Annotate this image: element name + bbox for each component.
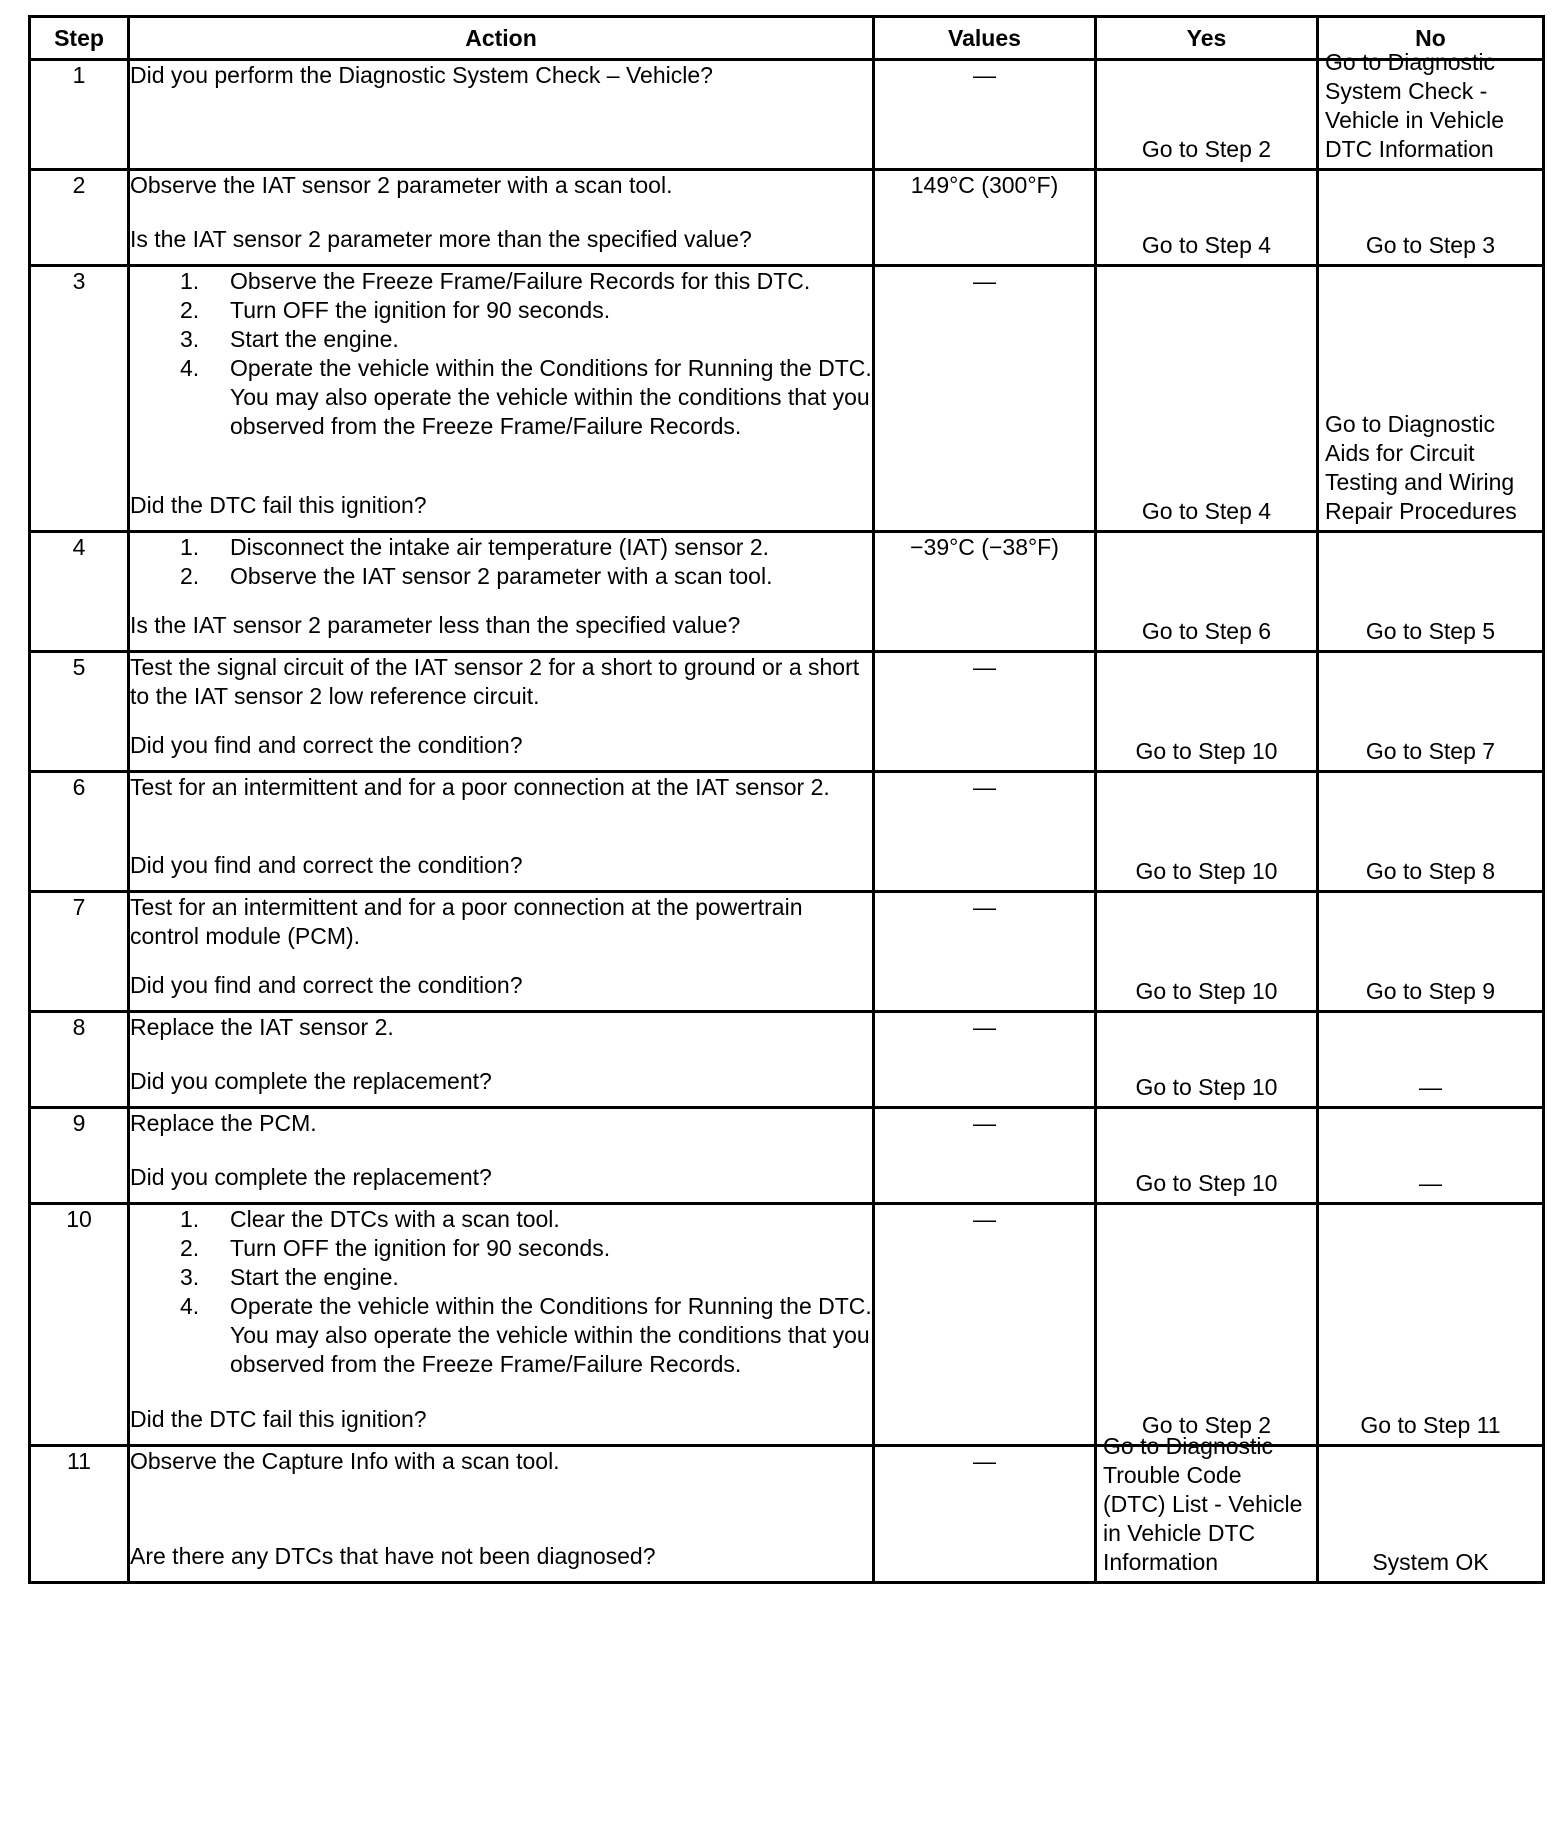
action-body [130, 1447, 872, 1476]
value-cell: — [874, 652, 1096, 772]
yes-action-text: Go to Step 10 [1135, 1074, 1278, 1100]
action-question: Is the IAT sensor 2 parameter less than the specified value? [130, 612, 741, 638]
action-body [130, 533, 872, 591]
action-question: Did you complete the replacement? [130, 1068, 492, 1094]
action-question: Did the DTC fail this ignition? [130, 1406, 427, 1432]
action-instruction: Did you perform the Diagnostic System Check – Vehicle? [130, 62, 713, 88]
yes-action-text: Go to Step 10 [1135, 858, 1278, 884]
procedure-item: Observe the IAT sensor 2 parameter with a scan tool. [230, 563, 773, 589]
step-number: 6 [30, 772, 129, 892]
action-cell [129, 60, 874, 170]
action-body [130, 61, 872, 90]
table-header [30, 17, 1544, 60]
action-cell [129, 892, 874, 1012]
action-content [130, 893, 872, 1000]
action-cell [129, 1012, 874, 1108]
value-cell: — [874, 892, 1096, 1012]
no-action-text: Go to Step 11 [1360, 1412, 1501, 1438]
no-cell [1318, 772, 1544, 892]
procedure-item: Operate the vehicle within the Conditions for Running the DTC. You may also operate the vehicle within the conditions that you observed from the Freeze Frame/Failure Records. [230, 355, 872, 439]
action-body [130, 267, 872, 441]
action-body [130, 653, 872, 711]
step-number: 1 [30, 60, 129, 170]
no-cell [1318, 170, 1544, 266]
yes-action-text: Go to Step 2 [1141, 136, 1272, 162]
action-instruction: Replace the IAT sensor 2. [130, 1014, 394, 1040]
action-cell [129, 652, 874, 772]
yes-action-text: Go to Step 4 [1141, 232, 1272, 258]
procedure-item: Operate the vehicle within the Conditions for Running the DTC. You may also operate the vehicle within the conditions that you observed from the Freeze Frame/Failure Records. [230, 1293, 872, 1377]
action-cell [129, 1204, 874, 1446]
procedure-item: Start the engine. [230, 1264, 399, 1290]
yes-cell [1096, 772, 1318, 892]
no-cell [1318, 1204, 1544, 1446]
action-instruction: Test for an intermittent and for a poor connection at the IAT sensor 2. [130, 774, 830, 800]
header-row [30, 17, 1544, 60]
step-number: 10 [30, 1204, 129, 1446]
header-step: Step [30, 17, 129, 60]
value-cell: — [874, 1204, 1096, 1446]
no-action-text: Go to Diagnostic System Check - Vehicle in Vehicle DTC Information [1325, 49, 1505, 162]
yes-cell [1096, 1012, 1318, 1108]
step-number: 4 [30, 532, 129, 652]
table-row [30, 1204, 1544, 1446]
no-cell [1318, 1446, 1544, 1583]
no-action-text: Go to Step 3 [1365, 232, 1496, 258]
action-question: Did you find and correct the condition? [130, 852, 523, 878]
no-cell [1318, 1108, 1544, 1204]
action-question: Did you find and correct the condition? [130, 732, 523, 758]
action-content [130, 1447, 872, 1571]
value-cell: — [874, 60, 1096, 170]
procedure-list [130, 267, 872, 441]
action-body [130, 1205, 872, 1379]
action-instruction: Observe the Capture Info with a scan tool. [130, 1448, 560, 1474]
yes-action-text: Go to Diagnostic Trouble Code (DTC) List - Vehicle in Vehicle DTC Information [1103, 1433, 1303, 1575]
table-row [30, 892, 1544, 1012]
yes-action-text: Go to Step 10 [1135, 978, 1278, 1004]
table-row [30, 652, 1544, 772]
no-action-text: — [1419, 1074, 1442, 1100]
yes-cell [1096, 170, 1318, 266]
yes-cell [1096, 892, 1318, 1012]
diagnostic-table [28, 15, 1545, 1584]
procedure-item: Clear the DTCs with a scan tool. [230, 1206, 560, 1232]
action-cell [129, 1108, 874, 1204]
value-cell: −39°C (−38°F) [874, 532, 1096, 652]
procedure-item: Turn OFF the ignition for 90 seconds. [230, 1235, 611, 1261]
value-cell: 149°C (300°F) [874, 170, 1096, 266]
action-instruction: Test the signal circuit of the IAT sensor 2 for a short to ground or a short to the IAT sensor 2 low reference circuit. [130, 654, 866, 709]
action-question: Did you complete the replacement? [130, 1164, 492, 1190]
table-row [30, 532, 1544, 652]
action-question: Are there any DTCs that have not been diagnosed? [130, 1543, 656, 1569]
value-cell: — [874, 266, 1096, 532]
table-row [30, 1012, 1544, 1108]
procedure-item: Disconnect the intake air temperature (IAT) sensor 2. [230, 534, 770, 560]
action-body [130, 1013, 872, 1042]
yes-cell [1096, 1108, 1318, 1204]
action-body [130, 773, 872, 802]
header-values: Values [874, 17, 1096, 60]
action-content [130, 653, 872, 760]
step-number: 5 [30, 652, 129, 772]
no-action-text: System OK [1372, 1549, 1489, 1575]
action-content [130, 1205, 872, 1434]
action-cell [129, 532, 874, 652]
yes-action-text: Go to Step 2 [1141, 1412, 1272, 1438]
yes-cell [1096, 532, 1318, 652]
yes-action-text: Go to Step 10 [1135, 738, 1278, 764]
action-content [130, 267, 872, 520]
no-cell [1318, 1012, 1544, 1108]
action-cell [129, 266, 874, 532]
table-row [30, 60, 1544, 170]
header-no: No [1318, 17, 1544, 60]
yes-action-text: Go to Step 10 [1135, 1170, 1278, 1196]
step-number: 11 [30, 1446, 129, 1583]
action-body [130, 893, 872, 951]
table-row [30, 1108, 1544, 1204]
yes-action-text: Go to Step 4 [1141, 498, 1272, 524]
yes-cell [1096, 60, 1318, 170]
action-cell [129, 170, 874, 266]
action-question: Did the DTC fail this ignition? [130, 492, 427, 518]
yes-cell [1096, 1433, 1318, 1583]
procedure-item: Start the engine. [230, 326, 399, 352]
no-action-text: — [1419, 1170, 1442, 1196]
header-action: Action [129, 17, 874, 60]
action-question: Is the IAT sensor 2 parameter more than the specified value? [130, 226, 752, 252]
step-number: 2 [30, 170, 129, 266]
value-cell: — [874, 772, 1096, 892]
procedure-list [130, 533, 872, 591]
action-question: Did you find and correct the condition? [130, 972, 523, 998]
no-action-text: Go to Diagnostic Aids for Circuit Testing and Wiring Repair Procedures [1325, 411, 1517, 524]
value-cell: — [874, 1108, 1096, 1204]
step-number: 8 [30, 1012, 129, 1108]
no-cell [1318, 892, 1544, 1012]
action-content [130, 171, 872, 254]
no-cell [1318, 266, 1544, 532]
action-instruction: Test for an intermittent and for a poor connection at the powertrain control module (PCM). [130, 894, 809, 949]
table-row [30, 266, 1544, 532]
action-instruction: Replace the PCM. [130, 1110, 317, 1136]
action-content [130, 61, 872, 158]
no-cell [1318, 49, 1544, 170]
no-action-text: Go to Step 7 [1365, 738, 1496, 764]
action-cell [129, 1446, 874, 1583]
table-row [30, 772, 1544, 892]
no-action-text: Go to Step 8 [1365, 858, 1496, 884]
procedure-item: Turn OFF the ignition for 90 seconds. [230, 297, 611, 323]
action-cell [129, 772, 874, 892]
no-cell [1318, 652, 1544, 772]
action-content [130, 773, 872, 880]
action-body [130, 171, 872, 200]
action-instruction: Observe the IAT sensor 2 parameter with a scan tool. [130, 172, 673, 198]
table-row [30, 1446, 1544, 1583]
yes-action-text: Go to Step 6 [1141, 618, 1272, 644]
step-number: 9 [30, 1108, 129, 1204]
yes-cell [1096, 652, 1318, 772]
no-cell [1318, 532, 1544, 652]
yes-cell [1096, 266, 1318, 532]
value-cell: — [874, 1012, 1096, 1108]
action-content [130, 1013, 872, 1096]
action-content [130, 533, 872, 640]
procedure-item: Observe the Freeze Frame/Failure Records for this DTC. [230, 268, 811, 294]
table-row [30, 170, 1544, 266]
step-number: 7 [30, 892, 129, 1012]
action-body [130, 1109, 872, 1138]
no-action-text: Go to Step 5 [1365, 618, 1496, 644]
yes-cell [1096, 1204, 1318, 1446]
header-yes: Yes [1096, 17, 1318, 60]
value-cell: — [874, 1446, 1096, 1583]
no-action-text: Go to Step 9 [1365, 978, 1496, 1004]
table-body [30, 49, 1544, 1583]
procedure-list [130, 1205, 872, 1379]
step-number: 3 [30, 266, 129, 532]
action-content [130, 1109, 872, 1192]
